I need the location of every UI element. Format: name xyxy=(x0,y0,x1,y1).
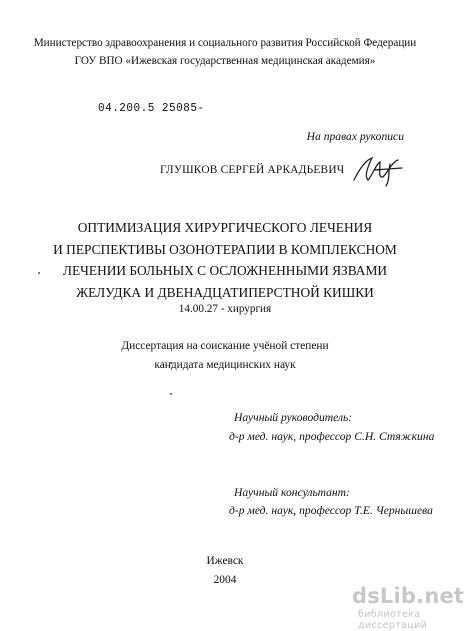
year: 2004 xyxy=(213,574,237,586)
title-line: И ПЕРСПЕКТИВЫ ОЗОНОТЕРАПИИ В КОМПЛЕКСНОМ xyxy=(53,241,397,257)
ministry-name: Министерство здравоохранения и социального развития Российской Федерации xyxy=(33,37,417,49)
institution-name: ГОУ ВПО «Ижевская государственная медицинская академия» xyxy=(74,55,376,67)
degree-line-2: кандидата медицинских наук xyxy=(154,359,296,371)
title-line: ЛЕЧЕНИИ БОЛЬНЫХ С ОСЛОЖНЕННЫМИ ЯЗВАМИ xyxy=(62,263,388,278)
stray-dot xyxy=(170,393,172,395)
consultant-label: Научный консультант: xyxy=(234,486,350,499)
library-stamp-number: 04.200.5 25085- xyxy=(98,102,205,116)
supervisor-name: д-р мед. наук, профессор С.Н. Стяжкина xyxy=(229,430,435,443)
city: Ижевск xyxy=(206,555,244,567)
rights-note: На правах рукописи xyxy=(306,130,404,143)
watermark-subtitle: библиотека диссертаций xyxy=(358,609,428,631)
dissertation-title xyxy=(0,217,450,303)
handwritten-signature xyxy=(350,150,406,190)
consultant-name: д-р мед. наук, профессор Т.Е. Чернышева xyxy=(229,504,433,517)
degree-line-1: Диссертация на соискание учёной степени xyxy=(121,340,329,352)
title-line: ЖЕЛУДКА И ДВЕНАДЦАТИПЕРСТНОЙ КИШКИ xyxy=(76,284,374,300)
specialty-code: 14.00.27 - хирургия xyxy=(178,303,272,315)
supervisor-label: Научный руководитель: xyxy=(234,411,353,424)
stray-dot xyxy=(38,272,40,274)
author-name: ГЛУШКОВ СЕРГЕЙ АРКАДЬЕВИЧ xyxy=(160,164,345,176)
watermark-logo: dsLib.net xyxy=(352,584,464,608)
title-line: ОПТИМИЗАЦИЯ ХИРУРГИЧЕСКОГО ЛЕЧЕНИЯ xyxy=(77,220,373,235)
